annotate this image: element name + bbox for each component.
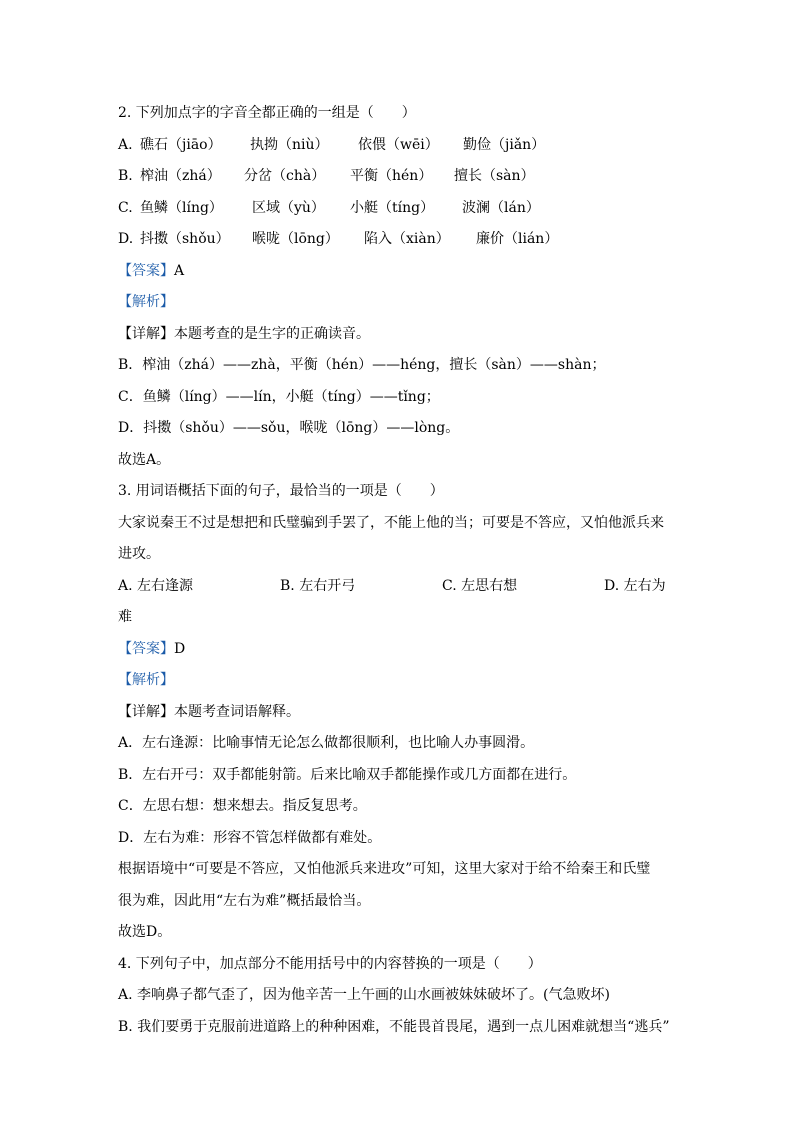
option-item: 抖擞（shǒu） <box>140 231 230 247</box>
option-item: D. 左右为 <box>604 577 666 594</box>
analysis-tag: 【解析】 <box>118 294 174 310</box>
q3-passage: 大家说秦王不过是想把和氏璧骗到手罢了，不能上他的当；可要是不答应，又怕他派兵来 <box>118 514 664 531</box>
q3-explanation: C．左思右想：想来想去。指反复思考。 <box>118 798 367 814</box>
q3-reason: 很为难，因此用“左右为难”概括最恰当。 <box>118 892 371 909</box>
option-label: A. <box>118 136 133 153</box>
q4-option-a: A. 李响鼻子都气歪了，因为他辛苦一上午画的山水画被妹妹破坏了。(气急败坏) <box>118 987 610 1003</box>
option-item: A. 左右逢源 <box>118 577 194 594</box>
q3-option-wrap: 难 <box>118 609 132 625</box>
option-item: 执拗（niù） <box>250 136 329 153</box>
question-2-stem: 2. 下列加点字的字音全都正确的一组是（ ） <box>118 105 416 121</box>
analysis-tag: 【解析】 <box>118 672 174 688</box>
option-item: 波澜（lán） <box>462 199 540 216</box>
option-item: C. 左思右想 <box>442 577 518 594</box>
q2-explanation: D．抖擞（shǒu）——sǒu，喉咙（lōng）——lòng。 <box>118 420 460 436</box>
option-item: B. 左右开弓 <box>280 577 356 594</box>
answer-value: A <box>174 262 185 279</box>
option-label: D. <box>118 231 134 247</box>
option-item: 分岔（chà） <box>244 168 326 184</box>
q3-explanation: A．左右逢源：比喻事情无论怎么做都很顺利，也比喻人办事圆滑。 <box>118 735 535 751</box>
q2-option-d <box>118 224 688 256</box>
q2-option-a <box>118 130 688 162</box>
option-label: C. <box>118 199 133 216</box>
option-item: 廉价（lián） <box>476 231 559 247</box>
detail-text: 本题考查的是生字的正确读音。 <box>174 325 370 342</box>
q2-option-b <box>118 161 688 193</box>
q3-passage: 进攻。 <box>118 546 160 562</box>
q3-options <box>118 571 688 603</box>
q2-conclusion: 故选A。 <box>118 451 171 468</box>
option-item: 礁石（jiāo） <box>140 136 222 153</box>
q2-option-c <box>118 193 688 225</box>
q2-analysis <box>118 287 688 319</box>
option-item: 区域（yù） <box>252 199 325 216</box>
answer-tag: 【答案】 <box>118 262 174 279</box>
option-item: 鱼鳞（líng） <box>140 199 223 216</box>
question-3-stem: 3. 用词语概括下面的句子，最恰当的一项是（ ） <box>118 483 444 499</box>
option-item: 擅长（sàn） <box>454 168 535 184</box>
q4-option-b: B. 我们要勇于克服前进道路上的种种困难，不能畏首畏尾，遇到一点儿困难就想当“逃兵” <box>118 1018 670 1035</box>
option-label: B. <box>118 168 133 184</box>
option-item: 小艇（tíng） <box>350 199 435 216</box>
q3-conclusion: 故选D。 <box>118 924 172 940</box>
option-item: 喉咙（lōng） <box>252 231 339 247</box>
detail-tag: 【详解】 <box>118 325 174 342</box>
q3-explanation: B．左右开弓：双手都能射箭。后来比喻双手都能操作或几方面都在进行。 <box>118 766 577 783</box>
option-item: 陷入（xiàn） <box>364 231 450 247</box>
question-4-stem: 4. 下列句子中，加点部分不能用括号中的内容替换的一项是（ ） <box>118 955 542 972</box>
q2-answer <box>118 256 688 288</box>
q3-reason: 根据语境中“可要是不答应，又怕他派兵来进攻”可知，这里大家对于给不给秦王和氏璧 <box>118 861 651 877</box>
answer-value: D <box>174 640 186 657</box>
q3-detail <box>118 697 688 729</box>
option-item: 榨油（zhá） <box>140 168 221 184</box>
document-page <box>118 98 688 1043</box>
q3-explanation: D．左右为难：形容不管怎样做都有难处。 <box>118 829 382 846</box>
q3-analysis <box>118 665 688 697</box>
option-item: 勤俭（jiǎn） <box>463 136 546 153</box>
detail-tag: 【详解】 <box>118 703 174 720</box>
q2-detail <box>118 319 688 351</box>
q2-explanation: B．榨油（zhá）——zhà，平衡（hén）——héng，擅长（sàn）——shàn； <box>118 357 606 373</box>
q2-explanation: C．鱼鳞（líng）——lín，小艇（tíng）——tǐng； <box>118 388 440 405</box>
q3-answer <box>118 634 688 666</box>
answer-tag: 【答案】 <box>118 640 174 657</box>
option-item: 平衡（hén） <box>350 168 433 184</box>
detail-text: 本题考查词语解释。 <box>174 703 300 720</box>
option-item: 依偎（wēi） <box>358 136 439 153</box>
